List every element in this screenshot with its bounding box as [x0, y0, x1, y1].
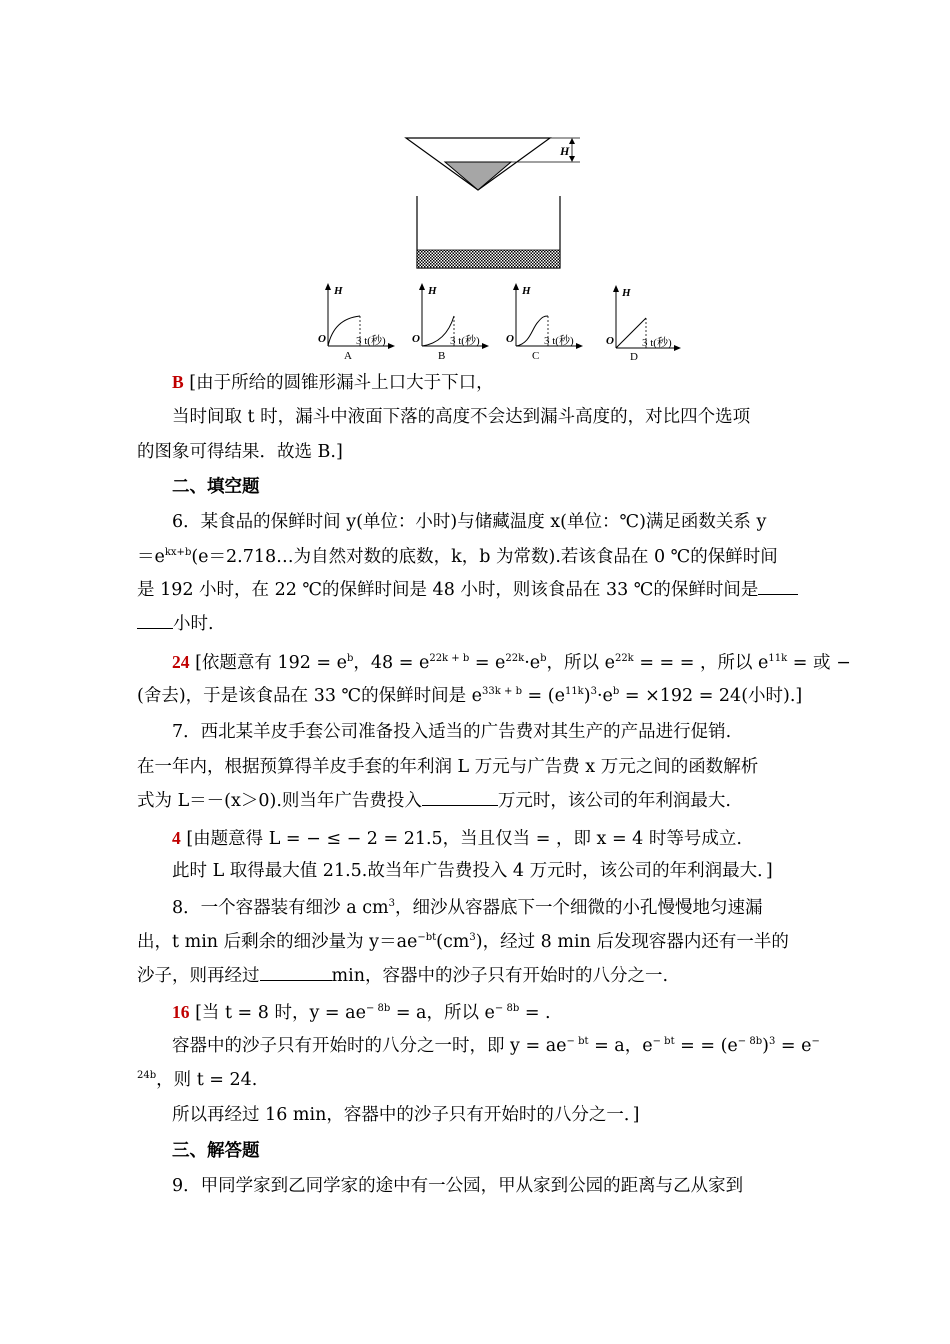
graph-b-caption: B — [438, 350, 446, 362]
line-text: 9．甲同学家到乙同学家的途中有一公园，甲从家到公园的距离与乙从家到 — [172, 1176, 744, 1196]
line-text: 8．一个容器装有细沙 a $cm^3$，细沙从容器底下一个细微的小孔慢慢地匀速漏 — [172, 898, 763, 918]
line-text: $=e^{kx+b}(e=2.718\dots$为自然对数的底数，k，b 为常数).若该食品在 0 ℃的保鲜时间 — [137, 547, 778, 567]
graph-a-x-label: 3 t(秒) — [356, 335, 386, 347]
line-text: 所以再经过 16 min，容器中的沙子只有开始时的八分之一．] — [172, 1105, 640, 1125]
section-heading-answer — [172, 1139, 260, 1163]
graph-b-y-label: H — [428, 285, 437, 297]
question-7-line-3 — [137, 789, 731, 813]
answer-label: 16 — [172, 1002, 190, 1022]
funnel-diagram — [310, 128, 690, 363]
funnel-figure — [310, 128, 690, 363]
answer-label: B — [172, 372, 184, 392]
question-6-line-2 — [137, 545, 778, 569]
section-title: 二、填空题 — [172, 477, 260, 497]
question-6-line-1 — [172, 510, 766, 534]
graph-d-x-label: 3 t(秒) — [642, 337, 672, 349]
graph-c — [506, 283, 583, 362]
graph-a-y-label: H — [334, 285, 343, 297]
graph-d-origin: O — [606, 335, 614, 347]
line-text: 万元时，该公司的年利润最大. — [497, 791, 731, 811]
graph-b — [412, 283, 489, 362]
section-title: 三、解答题 — [172, 1141, 260, 1161]
solution-6-line-2 — [137, 684, 802, 708]
graph-b-x-label: 3 t(秒) — [450, 335, 480, 347]
line-text: 沙子，则再经过 — [137, 966, 260, 986]
graph-a-caption: A — [344, 350, 352, 362]
graph-d-y-label: H — [622, 287, 631, 299]
line-text: (舍去)，于是该食品在 33 ℃的保鲜时间是 $e^{33k + b} = (e^{11k})^3\cdot e^b = \times 192 = 24$(小时).] — [137, 686, 803, 706]
answer-blank — [137, 612, 173, 629]
line-text: 出，t min 后剩余的细沙量为 $y=ae^{-bt}(cm^3)$，经过 8 min 后发现容器内还有一半的 — [137, 932, 789, 952]
line-text: [当 t = 8 时，$y = ae^{- 8b} = a$，所以 $e^{- 8b}$ = . — [189, 1003, 551, 1023]
solution-7-line-1 — [172, 826, 742, 851]
graph-a — [318, 283, 395, 362]
solution-7-line-2 — [172, 859, 773, 883]
question-8-line-3 — [137, 964, 668, 988]
line-text: 此时 L 取得最大值 21.5.故当年广告费投入 4 万元时，该公司的年利润最大．] — [172, 861, 773, 881]
line-text: 是 192 小时，在 22 ℃的保鲜时间是 48 小时，则该食品在 33 ℃的保鲜时间是 — [137, 580, 759, 600]
solution-8-line-3 — [137, 1068, 257, 1092]
answer-label: 4 — [172, 828, 181, 848]
answer-blank — [422, 789, 498, 806]
answer-blank — [758, 578, 798, 595]
solution-8-line-1 — [172, 1000, 551, 1025]
solution-8-line-4 — [172, 1103, 639, 1127]
graph-d-caption: D — [630, 351, 638, 363]
question-9-line-1 — [172, 1174, 743, 1198]
line-text: 容器中的沙子只有开始时的八分之一时，即 $y = ae^{- bt} = a$，$e^{- bt}$ = = $(e^{- 8b})^3 = e^-$ — [172, 1036, 820, 1056]
solution-5-line-2 — [172, 405, 750, 429]
graph-a-origin: O — [318, 333, 326, 345]
question-7-line-2 — [137, 755, 758, 779]
line-text: min，容器中的沙子只有开始时的八分之一. — [331, 966, 669, 986]
line-text: 在一年内，根据预算得羊皮手套的年利润 L 万元与广告费 x 万元之间的函数解析 — [137, 757, 759, 777]
graph-c-caption: C — [532, 350, 540, 362]
line-text: 的图象可得结果．故选 B.] — [137, 442, 343, 462]
graph-d — [606, 285, 681, 363]
answer-blank — [260, 964, 332, 981]
line-text: [由于所给的圆锥形漏斗上口大于下口， — [183, 373, 494, 393]
line-text: 小时. — [173, 614, 214, 634]
graph-b-origin: O — [412, 333, 420, 345]
graph-c-origin: O — [506, 333, 514, 345]
question-8-line-2 — [137, 930, 789, 954]
line-text: 7．西北某羊皮手套公司准备投入适当的广告费对其生产的产品进行促销. — [172, 722, 732, 742]
question-8-line-1 — [172, 896, 762, 920]
funnel-h-label: H — [560, 144, 570, 158]
question-6-line-4 — [137, 612, 214, 636]
graph-c-y-label: H — [522, 285, 531, 297]
line-text: 当时间取 t 时，漏斗中液面下落的高度不会达到漏斗高度的，对比四个选项 — [172, 407, 751, 427]
line-text: 式为 L＝－(x＞0).则当年广告费投入 — [137, 791, 422, 811]
line-text: [依题意有 $192 = e^b$，$48 = e^{22k + b} = e^{22k}\cdot e^b$，所以 $e^{22k}$ = = = ，所以 $e^{11k}$ = 或 − — [189, 653, 851, 673]
solution-8-line-2 — [172, 1034, 820, 1058]
question-7-line-1 — [172, 720, 731, 744]
line-text: [由题意得 L = − ≤ − 2 = 21.5，当且仅当 = ，即 x = 4 时等号成立. — [180, 829, 742, 849]
line-text: 6．某食品的保鲜时间 y(单位：小时)与储藏温度 x(单位：℃)满足函数关系 y — [172, 512, 767, 532]
line-text: $^{24b}$，则 t = 24. — [137, 1070, 258, 1090]
graph-c-x-label: 3 t(秒) — [544, 335, 574, 347]
section-heading-fill-in — [172, 475, 260, 499]
answer-label: 24 — [172, 652, 190, 672]
question-6-line-3 — [137, 578, 798, 602]
solution-6-line-1 — [172, 650, 851, 675]
solution-5-line-3 — [137, 440, 343, 464]
solution-5-line-1 — [172, 370, 494, 395]
